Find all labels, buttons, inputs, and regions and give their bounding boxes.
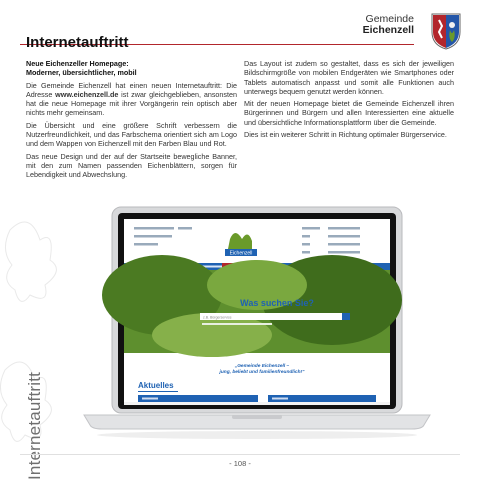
- municipality-name: [363, 14, 414, 36]
- municipality-name-line2: Eichenzell: [362, 24, 414, 36]
- site-tagline-line2: jung, beliebt und familienfreundlich!": [219, 370, 305, 375]
- coat-of-arms-icon: [430, 12, 462, 50]
- page-number: - 108 -: [229, 459, 251, 468]
- article-subtitle-line2: Moderner, übersichtlicher, mobil: [26, 68, 137, 78]
- paragraph-3: Das neue Design und der auf der Startseite bewegliche Banner, mit den zum Namen passenden Eichenblättern, sorgen für Lebendigkeit und Abwechslung.: [26, 151, 237, 180]
- site-search-placeholder: z.B. Bürgerservice: [203, 315, 232, 320]
- paragraph-1-end: ist zwar gleichgeblieben, ansonsten hat die neue Homepage mit ihrer Vorgängerin rein optisch aber nichts mehr gemeinsam.: [26, 89, 237, 118]
- footer-divider: [20, 454, 460, 455]
- side-section-label: Internetauftritt: [25, 371, 44, 480]
- municipality-name-line1: Gemeinde: [365, 13, 414, 25]
- site-logo-text: Eichenzell: [229, 250, 253, 257]
- paragraph-2: Die Übersicht und eine größere Schrift verbessern die Nutzerfreundlichkeit, und das Farbschema orientiert sich am Logo und dem Wappen von Eichenzell mit den Farben Blau und Rot.: [26, 120, 237, 149]
- page-title: Internetauftritt: [26, 34, 129, 51]
- paragraph-1: [26, 81, 237, 118]
- article-subtitle-line1: Neue Eichenzeller Homepage:: [26, 59, 129, 68]
- site-tagline-line1: „Gemeinde Eichenzell –: [234, 364, 290, 369]
- site-search-button[interactable]: [342, 313, 350, 320]
- paragraph-1-start: Die Gemeinde Eichenzell hat einen neuen Internetauftritt: Die Adresse: [26, 80, 237, 99]
- paragraph-6: Dies ist ein weiterer Schritt in Richtung optimaler Bürgerservice.: [244, 130, 447, 140]
- website-url: www.eichenzell.de: [55, 89, 119, 99]
- paragraph-5: Mit der neuen Homepage bietet die Gemeinde Eichenzell ihren Bürgerinnen und Bürgern und allen Interessierten eine aktuelle und übersichtliche Informationsplattform über die Gemeinde.: [244, 99, 454, 127]
- left-text-column: [26, 59, 237, 183]
- hero-title: Was suchen Sie?: [240, 298, 314, 308]
- right-text-column: [244, 59, 454, 142]
- paragraph-4: Das Layout ist zudem so gestaltet, dass es sich der jeweiligen Bildschirmgröße von mobilen Endgeräten wie Smartphones oder Tablets automatisch anpasst und somit alle Funktionen auch unterwegs bequem genutzt werden können.: [244, 59, 454, 96]
- news-heading: Aktuelles: [138, 381, 174, 390]
- laptop-mockup: [82, 205, 432, 445]
